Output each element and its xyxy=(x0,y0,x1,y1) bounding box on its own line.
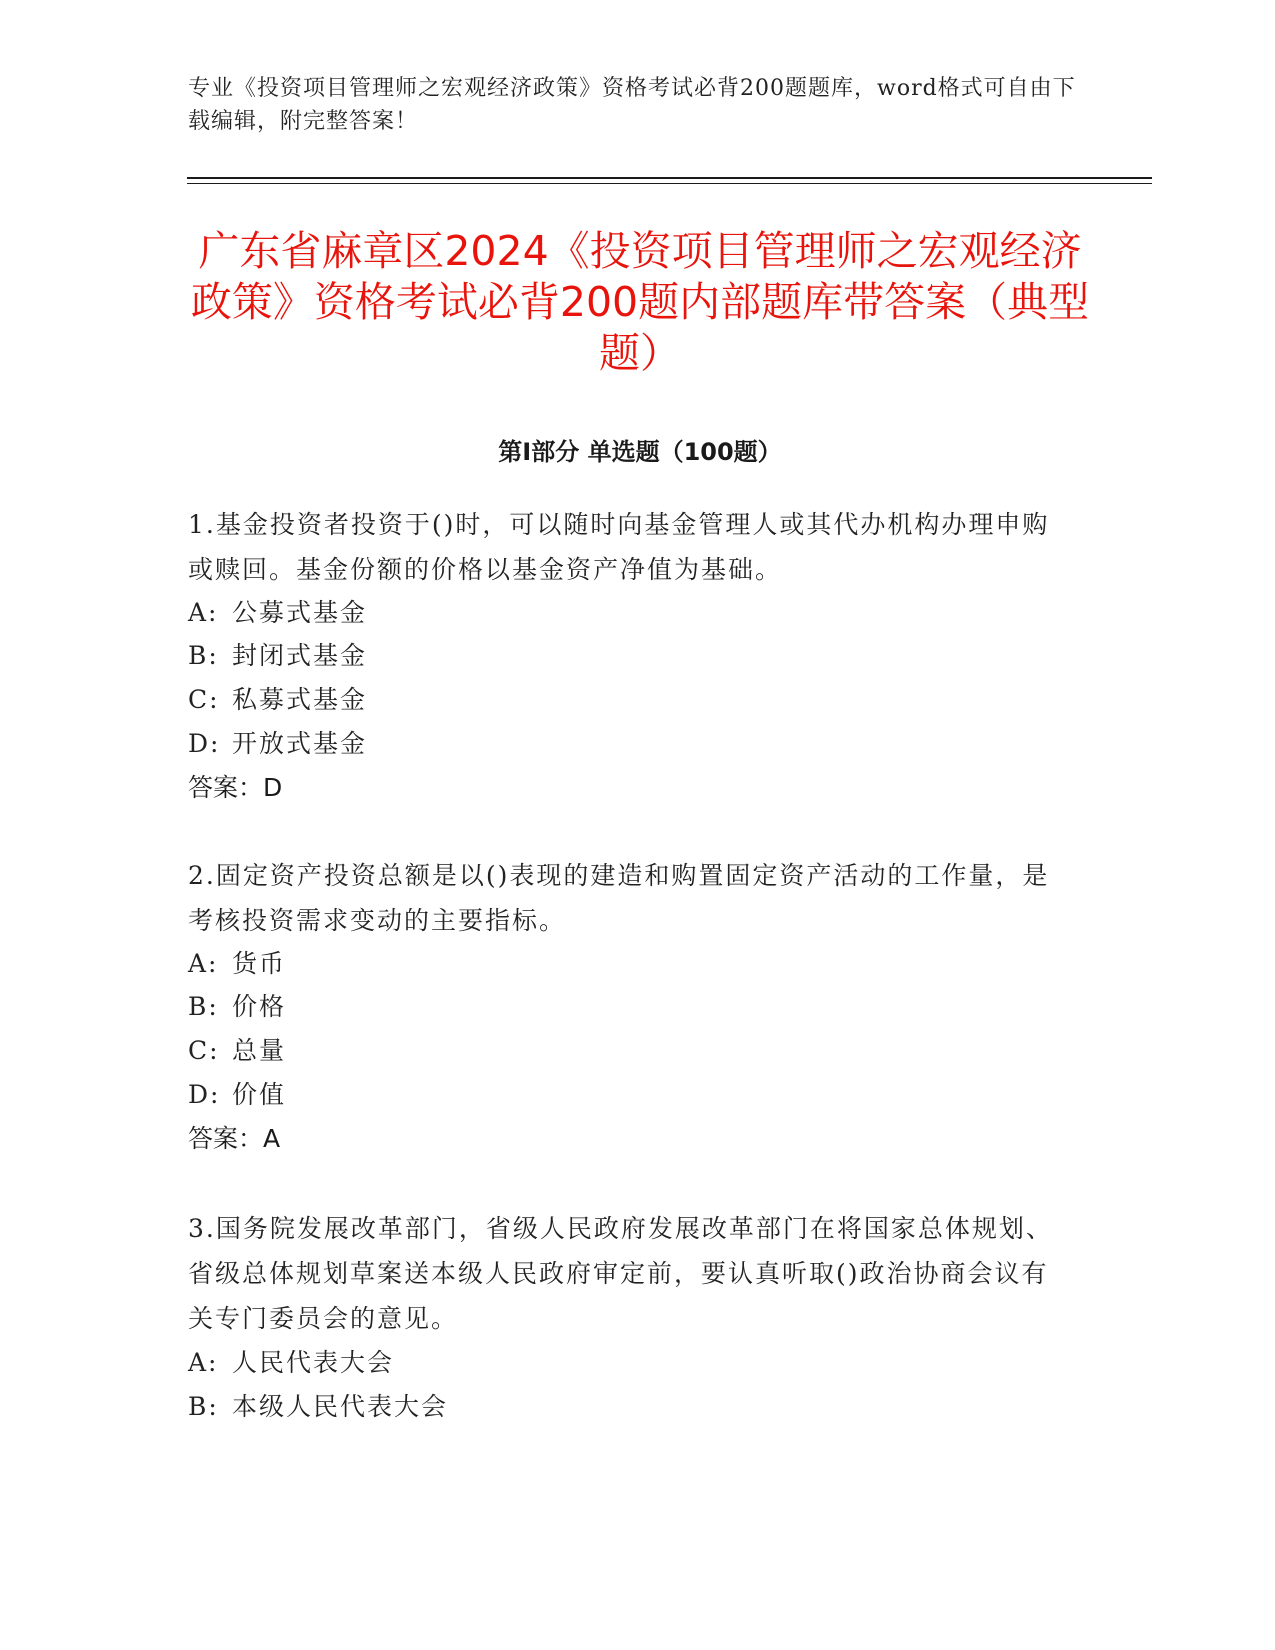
document-title: 广东省麻章区2024《投资项目管理师之宏观经济政策》资格考试必背200题内部题库带答案（典型题） xyxy=(190,227,1090,377)
header-divider-thin xyxy=(187,183,1152,184)
answer-option xyxy=(188,1384,448,1429)
option-text: 价值 xyxy=(232,1080,287,1109)
answer-option xyxy=(188,941,286,986)
option-text: 封闭式基金 xyxy=(232,641,368,670)
option-key: D: xyxy=(188,1080,221,1109)
option-key: B: xyxy=(188,992,219,1021)
answer-option xyxy=(188,1072,286,1117)
header-divider-thick xyxy=(187,177,1152,179)
answer-option xyxy=(188,633,367,678)
option-key: A: xyxy=(188,1348,219,1377)
option-key: A: xyxy=(188,949,219,978)
option-text: 人民代表大会 xyxy=(232,1348,395,1377)
option-text: 货币 xyxy=(232,949,287,978)
question-text: 1.基金投资者投资于()时，可以随时向基金管理人或其代办机构办理申购或赎回。基金份额的价格以基金资产净值为基础。 xyxy=(188,510,1050,584)
question-text: 2.固定资产投资总额是以()表现的建造和购置固定资产活动的工作量，是考核投资需求变动的主要指标。 xyxy=(188,861,1050,935)
option-text: 公募式基金 xyxy=(232,598,368,627)
answer-label: 答案：D xyxy=(188,773,283,802)
option-key: B: xyxy=(188,641,219,670)
answer-option xyxy=(188,1028,286,1073)
answer-option xyxy=(188,721,367,766)
option-key: A: xyxy=(188,598,219,627)
section-heading: 第I部分 单选题（100题） xyxy=(498,438,782,466)
answer-option xyxy=(188,677,367,722)
header-note: 专业《投资项目管理师之宏观经济政策》资格考试必背200题题库，word格式可自由下载编辑，附完整答案！ xyxy=(188,76,1076,134)
question-text: 3.国务院发展改革部门，省级人民政府发展改革部门在将国家总体规划、省级总体规划草案送本级人民政府审定前，要认真听取()政治协商会议有关专门委员会的意见。 xyxy=(188,1214,1053,1333)
option-text: 总量 xyxy=(232,1036,287,1065)
option-key: B: xyxy=(188,1392,219,1421)
answer-label: 答案：A xyxy=(188,1124,281,1153)
option-text: 本级人民代表大会 xyxy=(232,1392,449,1421)
option-key: C: xyxy=(188,1036,220,1065)
option-text: 开放式基金 xyxy=(232,729,368,758)
option-text: 价格 xyxy=(232,992,287,1021)
option-key: D: xyxy=(188,729,221,758)
answer-option xyxy=(188,1340,394,1385)
answer-option xyxy=(188,590,367,635)
option-text: 私募式基金 xyxy=(232,685,368,714)
option-key: C: xyxy=(188,685,220,714)
answer-option xyxy=(188,984,286,1029)
